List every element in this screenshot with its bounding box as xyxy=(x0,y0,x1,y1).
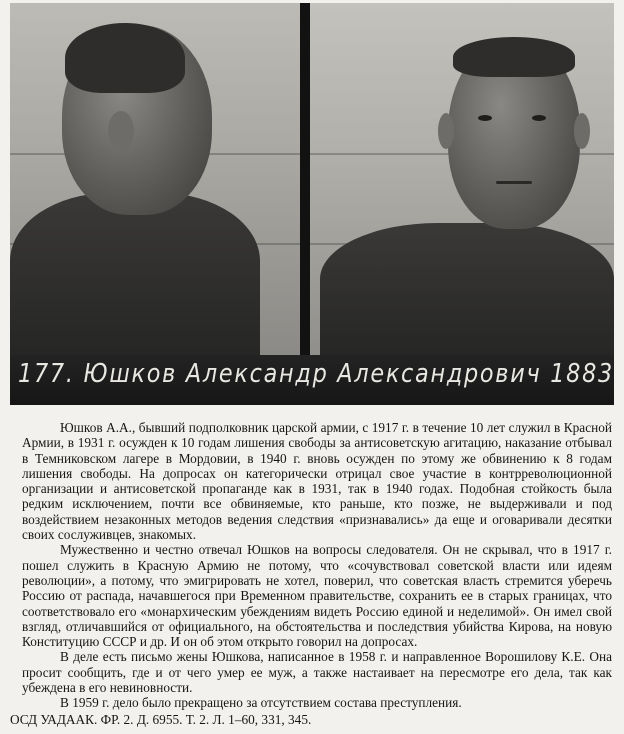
profile-photo-panel xyxy=(10,3,300,355)
frontal-eye-right xyxy=(532,115,546,121)
frontal-ear-left xyxy=(438,113,454,149)
paragraph: В 1959 г. дело было прекращено за отсутствием состава преступления. xyxy=(60,695,462,711)
mugshot-photo xyxy=(10,3,614,405)
archive-source-reference: ОСД УАДААК. ФР. 2. Д. 6955. Т. 2. Л. 1–60, 331, 345. xyxy=(10,712,312,727)
profile-ear xyxy=(108,111,134,151)
paragraph: Мужественно и честно отвечал Юшков на вопросы следователя. Он не скрывал, что в 1917 г. пошел служить в Красную Армию не потому, что «сочувствовал советской власти или идеям революции», а потому, что эмигрировать не хотел, поверил, что советская власть стремится уберечь Россию от распада, начавшегося при Временном правительстве, сохранить ее в старых границах, что соответствовало его «монархическим убеждениям видеть Россию единой и неделимой». Он имел свой взгляд, отличавшийся от официального, на обстоятельства и последствия убийства Кирова, на новую Конституцию СССР и др. И он об этом открыто говорил на допросах. xyxy=(22,542,612,650)
profile-hair xyxy=(65,23,185,93)
frontal-ear-right xyxy=(574,113,590,149)
profile-body xyxy=(10,193,260,355)
photo-divider xyxy=(300,3,310,355)
paragraph: В деле есть письмо жены Юшкова, написанное в 1958 г. и направленное Ворошилову К.Е. Она просит сообщить, где и от чего умер ее муж, а также настаивает на пересмотре его дела, так как убеждена в его невиновности. xyxy=(22,649,612,696)
photo-caption: 177. Юшков Александр Александрович 1883 xyxy=(18,359,614,389)
frontal-eye-left xyxy=(478,115,492,121)
paragraph: Юшков А.А., бывший подполковник царской армии, с 1917 г. в течение 10 лет служил в Красной Армии, в 1931 г. осужден к 10 годам лишения свободы за антисоветскую агитацию, наказание отбывал в Темниковском лагере в Мордовии, в 1940 г. вновь осужден по этому же обвинению к 8 годам лишения свободы. На допросах он категорически отрицал свое участие в контрреволюционной организации и антисоветской пропаганде как в 1931, так в 1940 годах. Подобная стойкость была редким исключением, почти все обвиняемые, кто раньше, кто позже, не выдерживали и под воздействием незаконных методов ведения следствия «признавались» да еще и оговаривали десятки своих сослуживцев, знакомых. xyxy=(22,420,612,543)
frontal-hair xyxy=(453,37,575,77)
article-body xyxy=(22,420,612,711)
frontal-photo-panel xyxy=(310,3,614,355)
frontal-mouth xyxy=(496,181,532,184)
frontal-body xyxy=(320,223,614,355)
